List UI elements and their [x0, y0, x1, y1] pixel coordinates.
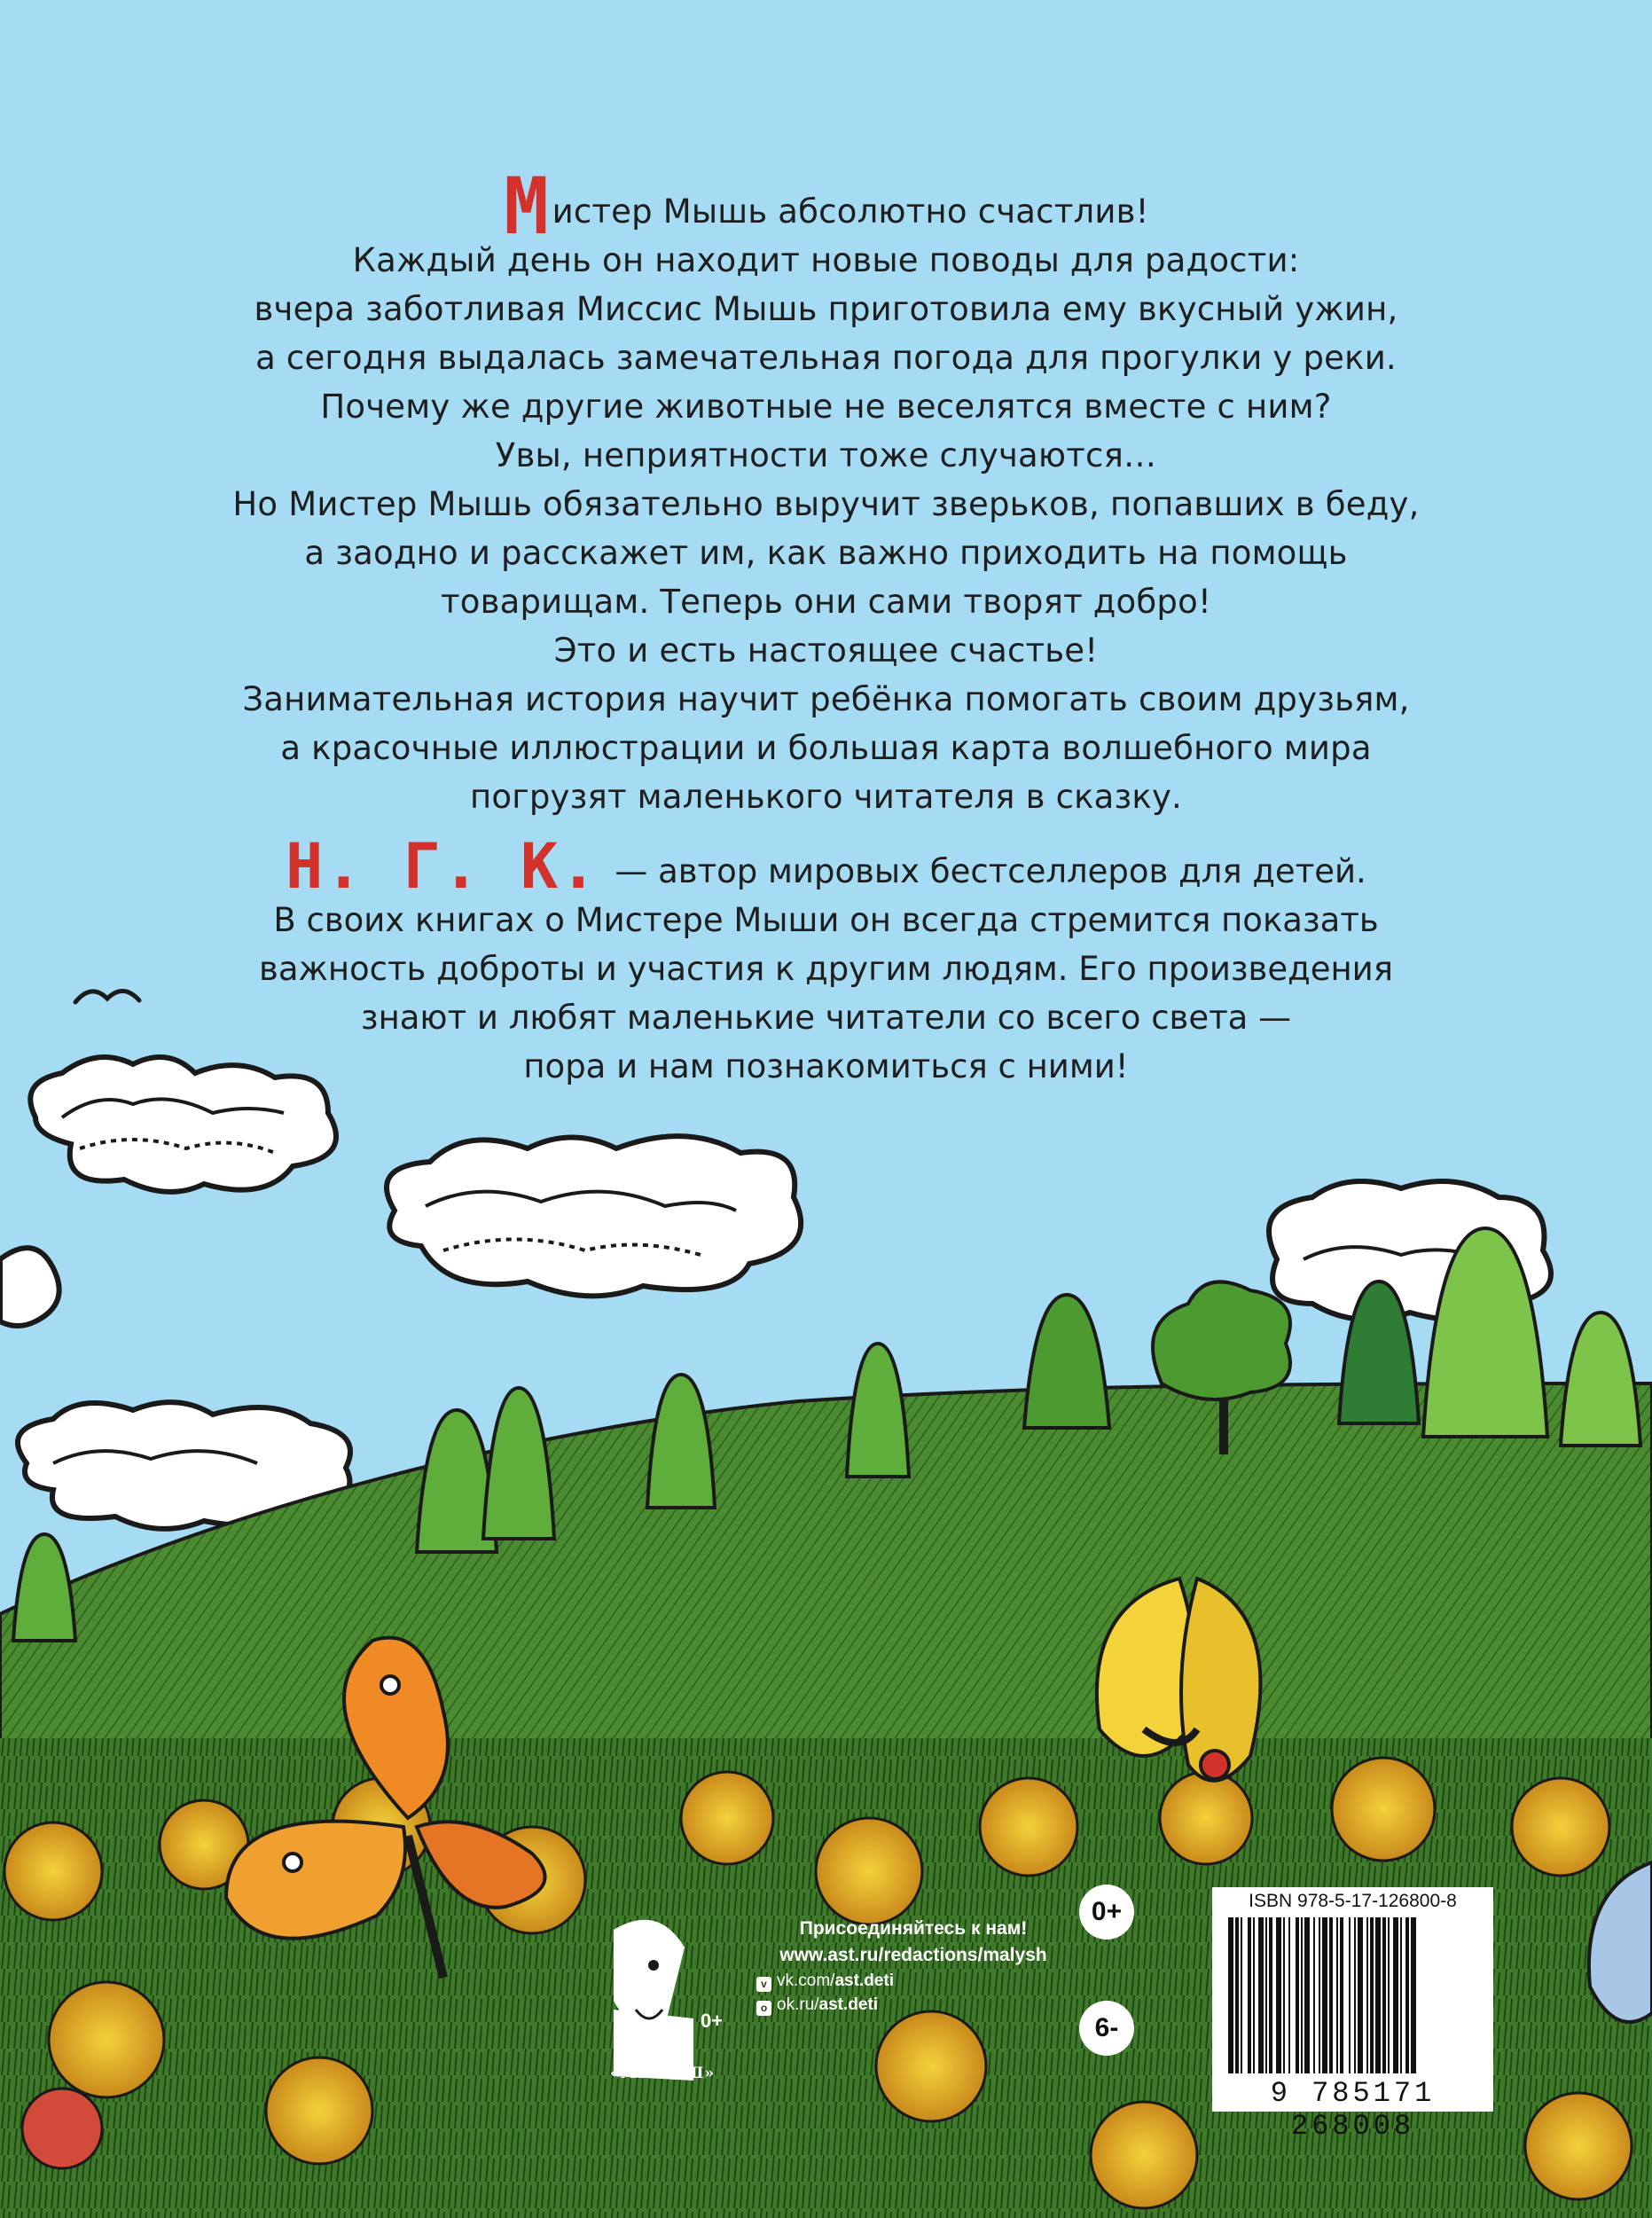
cloud-edge	[0, 1248, 59, 1326]
dropcap: М	[504, 161, 550, 252]
blurb-line-9: товарищам. Теперь они сами творят добро!	[441, 583, 1211, 621]
barcode-bar	[1400, 1917, 1402, 2073]
blurb-first-line	[0, 161, 1652, 252]
blurb-line-12: а красочные иллюстрации и большая карта волшебного мира	[280, 729, 1372, 767]
barcode-bar	[1288, 1917, 1290, 2073]
barcode-bar	[1336, 1917, 1338, 2073]
barcode-bar	[1248, 1917, 1251, 2073]
publisher-name: «МАЛЫШ»	[610, 2065, 715, 2082]
blurb-line-11: Занимательная история научит ребёнка помогать своим друзьям,	[242, 680, 1410, 718]
barcode-bar	[1405, 1917, 1409, 2073]
logo-age-mark: 0+	[701, 2010, 724, 2032]
barcode-bar	[1283, 1917, 1285, 2073]
barcode-bar	[1354, 1917, 1356, 2073]
barcode-bar	[1411, 1917, 1416, 2073]
blurb-line-7: Но Мистер Мышь обязательно выручит зверьков, попавших в беду,	[232, 485, 1420, 523]
publisher-info	[740, 1916, 1086, 2017]
blurb-line-5: Почему же другие животные не веселятся вместе с ним?	[320, 388, 1332, 426]
barcode-digits: 9 785171 268008	[1270, 2077, 1436, 2143]
author-bio	[0, 830, 1652, 1091]
barcode-bar	[1269, 1917, 1272, 2073]
barcode-bar	[1276, 1917, 1281, 2073]
barcode-bar	[1313, 1917, 1315, 2073]
barcode-bar	[1366, 1917, 1368, 2073]
website-link[interactable]: www.ast.ru/redactions/malysh	[779, 1945, 1047, 1965]
age-rating-badge: 0+	[1079, 1885, 1134, 1940]
barcode	[1212, 1887, 1493, 2143]
blurb-line-10: Это и есть настоящее счастье!	[553, 631, 1099, 670]
barcode-bar	[1382, 1917, 1386, 2073]
barcode-bar	[1375, 1917, 1381, 2073]
author-name: Н. Г. К.	[286, 830, 599, 903]
author-line-5: пора и нам познакомиться с ними!	[523, 1047, 1129, 1085]
blurb-line-8: а заодно и расскажет им, как важно приходить на помощь	[304, 534, 1348, 572]
author-line-4: знают и любят маленькие читатели со всего света —	[360, 999, 1292, 1037]
barcode-bar	[1349, 1917, 1351, 2073]
ok-link[interactable]: o ok.ru/ast.deti	[740, 1993, 1086, 2017]
barcode-bar	[1241, 1917, 1242, 2073]
blurb	[0, 161, 1652, 821]
barcode-bar	[1296, 1917, 1299, 2073]
barcode-bar	[1319, 1917, 1320, 2073]
barcode-bar	[1340, 1917, 1343, 2073]
vk-link[interactable]: v vk.com/ast.deti	[740, 1969, 1086, 1993]
blurb-line-2: Каждый день он находит новые поводы для радости:	[352, 241, 1300, 279]
author-first-line	[0, 830, 1652, 903]
cloud-center	[387, 1136, 801, 1296]
age-rating-badge-secondary: 6-	[1079, 2001, 1134, 2056]
barcode-bar	[1235, 1917, 1239, 2073]
ok-icon: o	[756, 2001, 771, 2016]
blurb-line-4: а сегодня выдалась замечательная погода для прогулки у реки.	[255, 339, 1397, 377]
barcode-bar	[1253, 1917, 1255, 2073]
barcode-bar	[1393, 1917, 1398, 2073]
barcode-bar	[1322, 1917, 1327, 2073]
vk-icon: v	[756, 1977, 771, 1992]
blurb-line-1: истер Мышь абсолютно счастлив!	[552, 192, 1149, 231]
author-line-3: важность доброты и участия к другим людям. Его произведения	[259, 950, 1393, 988]
blurb-line-13: погрузят маленького читателя в сказку.	[469, 778, 1183, 816]
barcode-bar	[1358, 1917, 1363, 2073]
join-text: Присоединяйтесь к нам!	[799, 1918, 1028, 1939]
barcode-bar	[1265, 1917, 1267, 2073]
blurb-line-3: вчера заботливая Миссис Мышь приготовила ему вкусный ужин,	[254, 290, 1398, 328]
barcode-bar	[1301, 1917, 1303, 2073]
isbn-label: ISBN 978-5-17-126800-8	[1249, 1891, 1457, 1911]
barcode-bar	[1370, 1917, 1374, 2073]
blurb-line-6: Увы, неприятности тоже случаются…	[495, 436, 1157, 474]
author-line-1: — автор мировых бестселлеров для детей.	[615, 852, 1366, 890]
barcode-bar	[1258, 1917, 1264, 2073]
author-line-2: В своих книгах о Мистере Мыши он всегда стремится показать	[273, 901, 1379, 939]
barcode-bar	[1228, 1917, 1233, 2073]
barcode-bars	[1225, 1917, 1481, 2077]
barcode-bar	[1388, 1917, 1390, 2073]
barcode-bar	[1329, 1917, 1333, 2073]
barcode-bar	[1304, 1917, 1310, 2073]
